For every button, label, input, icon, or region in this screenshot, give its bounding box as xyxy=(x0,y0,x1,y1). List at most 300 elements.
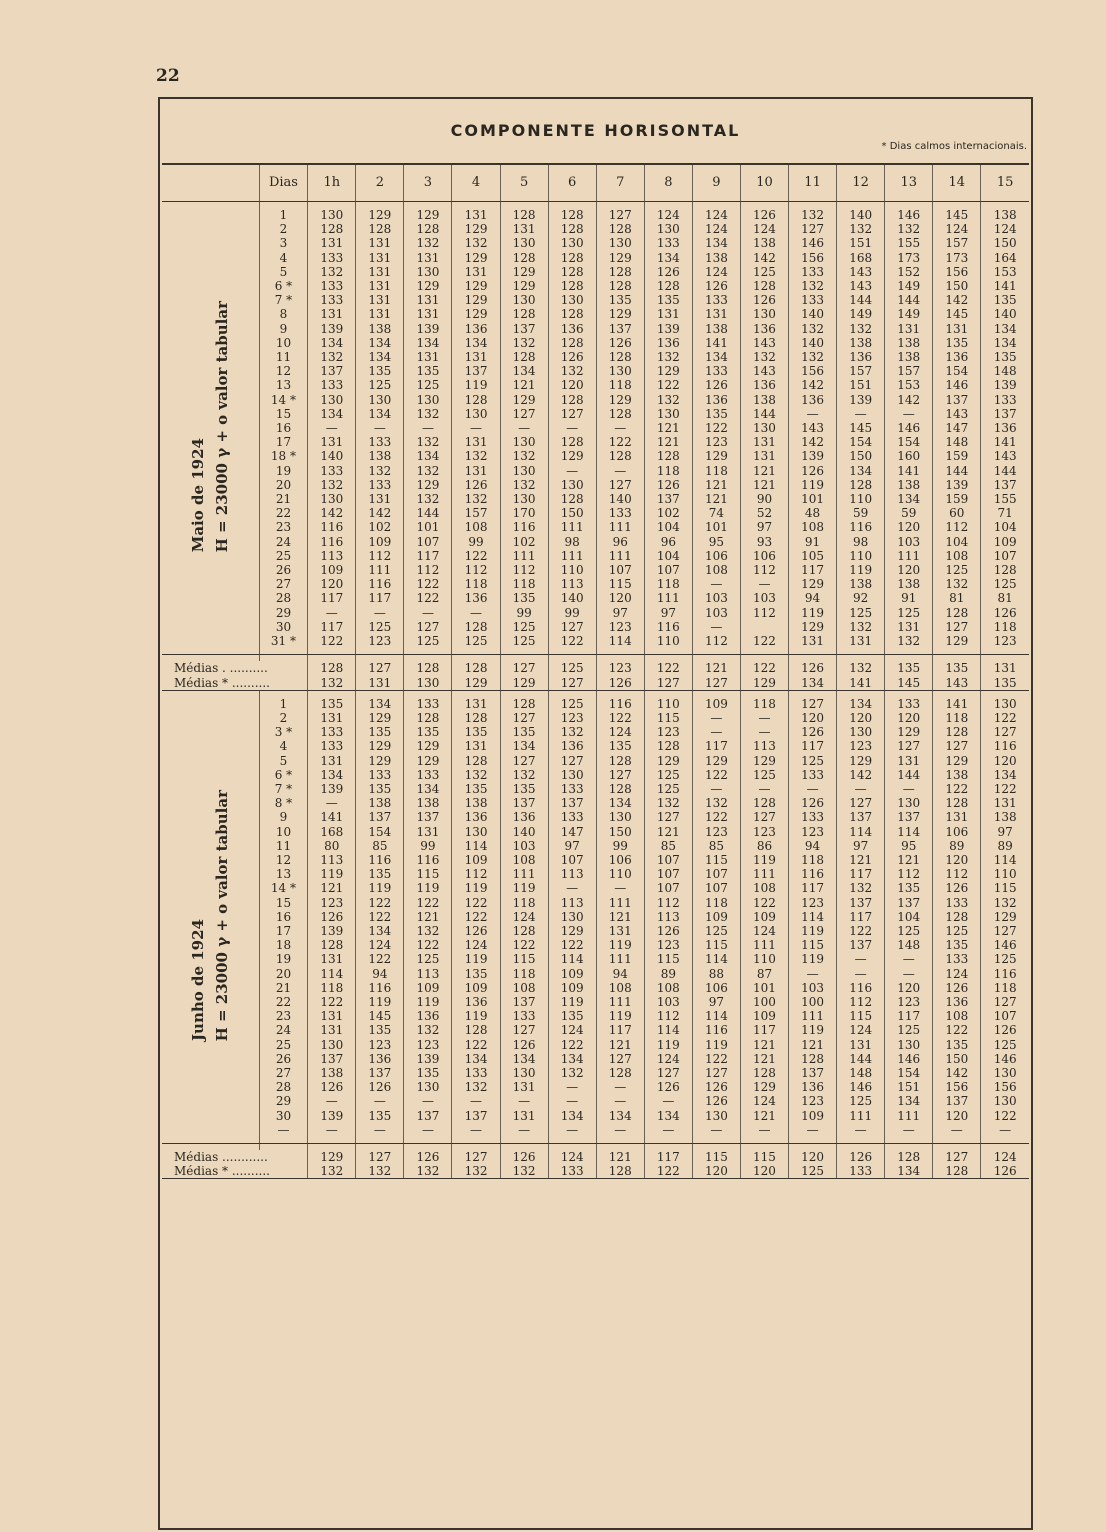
value-cell: 135 xyxy=(356,1023,404,1037)
day-cell: 19 xyxy=(259,952,308,966)
value-cell: 129 xyxy=(356,208,404,222)
value-cell: 119 xyxy=(644,1038,692,1052)
value-cell: 149 xyxy=(885,279,933,293)
value-cell: 132 xyxy=(404,435,452,449)
value-cell: 122 xyxy=(548,1038,596,1052)
value-cell: 125 xyxy=(500,620,548,634)
day-cell: 23 xyxy=(259,520,308,534)
day-cell: 11 xyxy=(259,839,308,853)
table-row xyxy=(162,421,1029,435)
value-cell: 156 xyxy=(981,1080,1029,1094)
calm-days-note: * Dias calmos internacionais. xyxy=(881,141,1027,152)
value-cell: 136 xyxy=(548,322,596,336)
value-cell: — xyxy=(356,606,404,620)
formula-label: H = 23000 γ + o valor tabular xyxy=(213,789,232,1041)
value-cell: 101 xyxy=(404,520,452,534)
value-cell: — xyxy=(404,421,452,435)
value-cell: 127 xyxy=(789,222,837,236)
value-cell: — xyxy=(308,796,356,810)
value-cell: 138 xyxy=(837,577,885,591)
value-cell: — xyxy=(548,1094,596,1108)
mean-value-cell: 132 xyxy=(308,676,356,691)
value-cell: 128 xyxy=(500,251,548,265)
table-row xyxy=(162,506,1029,520)
value-cell: 125 xyxy=(933,924,981,938)
value-cell: 101 xyxy=(789,492,837,506)
value-cell: 138 xyxy=(356,796,404,810)
value-cell: 119 xyxy=(452,1009,500,1023)
value-cell: — xyxy=(500,421,548,435)
value-cell: 137 xyxy=(404,810,452,824)
value-cell: 143 xyxy=(981,449,1029,463)
value-cell: 129 xyxy=(500,265,548,279)
value-cell: 127 xyxy=(548,754,596,768)
value-cell: 135 xyxy=(404,364,452,378)
value-cell: 124 xyxy=(692,265,740,279)
value-cell: 127 xyxy=(933,620,981,634)
value-cell: — xyxy=(885,1123,933,1137)
value-cell: 87 xyxy=(740,967,788,981)
value-cell: 138 xyxy=(885,577,933,591)
value-cell: 108 xyxy=(500,853,548,867)
value-cell: 137 xyxy=(981,478,1029,492)
value-cell: 117 xyxy=(356,591,404,605)
value-cell: 133 xyxy=(308,251,356,265)
value-cell: 112 xyxy=(404,563,452,577)
value-cell: 131 xyxy=(356,251,404,265)
value-cell: 126 xyxy=(644,265,692,279)
value-cell: 129 xyxy=(356,739,404,753)
value-cell: 144 xyxy=(885,293,933,307)
table-row xyxy=(162,711,1029,725)
value-cell: 127 xyxy=(981,725,1029,739)
value-cell: 131 xyxy=(500,222,548,236)
mean-value-cell: 123 xyxy=(596,661,644,675)
value-cell: 122 xyxy=(356,896,404,910)
value-cell: 115 xyxy=(837,1009,885,1023)
value-cell: 132 xyxy=(789,208,837,222)
value-cell: 128 xyxy=(404,711,452,725)
value-cell: 122 xyxy=(692,810,740,824)
value-cell: 155 xyxy=(981,492,1029,506)
day-cell: 17 xyxy=(259,924,308,938)
value-cell: 139 xyxy=(308,782,356,796)
value-cell: 125 xyxy=(789,754,837,768)
value-cell: 131 xyxy=(308,754,356,768)
value-cell: 107 xyxy=(692,881,740,895)
value-cell: 121 xyxy=(596,910,644,924)
value-cell: 137 xyxy=(596,322,644,336)
day-cell: 30 xyxy=(259,1109,308,1123)
day-cell: 1 xyxy=(259,697,308,711)
value-cell: 107 xyxy=(981,549,1029,563)
value-cell: 134 xyxy=(452,1052,500,1066)
value-cell: 114 xyxy=(789,910,837,924)
value-cell: 138 xyxy=(404,796,452,810)
mean-value-cell: 126 xyxy=(837,1150,885,1164)
value-cell: 118 xyxy=(500,967,548,981)
value-cell: 131 xyxy=(452,350,500,364)
value-cell: 99 xyxy=(452,535,500,549)
value-cell: — xyxy=(692,620,740,634)
value-cell: 131 xyxy=(933,322,981,336)
value-cell: 150 xyxy=(548,506,596,520)
value-cell: 96 xyxy=(596,535,644,549)
value-cell: 129 xyxy=(452,307,500,321)
value-cell: 115 xyxy=(596,577,644,591)
value-cell: 106 xyxy=(692,981,740,995)
hour-header: 9 xyxy=(692,164,740,202)
value-cell: 130 xyxy=(308,393,356,407)
value-cell: 119 xyxy=(596,938,644,952)
value-cell: 127 xyxy=(933,739,981,753)
value-cell: 138 xyxy=(356,449,404,463)
value-cell: 122 xyxy=(356,952,404,966)
value-cell: 132 xyxy=(644,350,692,364)
value-cell: — xyxy=(933,1123,981,1137)
table-row xyxy=(162,535,1029,549)
value-cell: 131 xyxy=(452,464,500,478)
value-cell: 115 xyxy=(500,952,548,966)
value-cell: 133 xyxy=(789,265,837,279)
table-row xyxy=(162,549,1029,563)
value-cell: 124 xyxy=(692,208,740,222)
value-cell: — xyxy=(789,407,837,421)
value-cell: 123 xyxy=(789,896,837,910)
value-cell: 122 xyxy=(692,421,740,435)
value-cell: 117 xyxy=(789,881,837,895)
value-cell: — xyxy=(596,1080,644,1094)
value-cell: 150 xyxy=(837,449,885,463)
mean-value-cell: 133 xyxy=(548,1164,596,1179)
value-cell: 155 xyxy=(885,236,933,250)
value-cell: 134 xyxy=(981,322,1029,336)
value-cell: 145 xyxy=(933,307,981,321)
value-cell: 116 xyxy=(308,520,356,534)
hour-header: 13 xyxy=(885,164,933,202)
value-cell: 117 xyxy=(308,620,356,634)
value-cell: 109 xyxy=(452,853,500,867)
value-cell: 132 xyxy=(692,796,740,810)
value-cell: 137 xyxy=(644,492,692,506)
table-row xyxy=(162,492,1029,506)
day-cell: 31 * xyxy=(259,634,308,648)
value-cell: 116 xyxy=(356,853,404,867)
value-cell: 128 xyxy=(452,1023,500,1037)
value-cell: 133 xyxy=(789,810,837,824)
value-cell: 135 xyxy=(356,867,404,881)
value-cell: 121 xyxy=(500,378,548,392)
value-cell: 148 xyxy=(933,435,981,449)
value-cell: 130 xyxy=(548,910,596,924)
value-cell: 119 xyxy=(789,952,837,966)
value-cell: 125 xyxy=(356,620,404,634)
value-cell: 143 xyxy=(933,407,981,421)
value-cell: 133 xyxy=(308,293,356,307)
value-cell: — xyxy=(452,1123,500,1137)
value-cell: 118 xyxy=(789,853,837,867)
value-cell: 121 xyxy=(837,853,885,867)
value-cell: 85 xyxy=(644,839,692,853)
value-cell: — xyxy=(452,606,500,620)
value-cell: 100 xyxy=(789,995,837,1009)
value-cell: 137 xyxy=(548,796,596,810)
value-cell: 133 xyxy=(789,768,837,782)
value-cell: 134 xyxy=(404,449,452,463)
value-cell: 133 xyxy=(404,697,452,711)
means-row xyxy=(162,1150,1029,1164)
value-cell: 133 xyxy=(692,364,740,378)
value-cell: 124 xyxy=(740,1094,788,1108)
value-cell: 111 xyxy=(885,1109,933,1123)
value-cell: 132 xyxy=(452,768,500,782)
mean-value-cell: 126 xyxy=(404,1150,452,1164)
value-cell: 127 xyxy=(596,768,644,782)
day-cell: 23 xyxy=(259,1009,308,1023)
value-cell: 137 xyxy=(452,1109,500,1123)
value-cell: 131 xyxy=(404,293,452,307)
value-cell: 136 xyxy=(981,421,1029,435)
value-cell: 135 xyxy=(981,293,1029,307)
value-cell: 150 xyxy=(596,825,644,839)
value-cell: 130 xyxy=(500,293,548,307)
value-cell: 130 xyxy=(740,421,788,435)
value-cell: 128 xyxy=(933,725,981,739)
value-cell: 140 xyxy=(789,336,837,350)
value-cell: — xyxy=(740,577,788,591)
value-cell: 138 xyxy=(356,322,404,336)
value-cell: 138 xyxy=(981,208,1029,222)
value-cell: 107 xyxy=(644,867,692,881)
value-cell: 133 xyxy=(596,506,644,520)
value-cell: 130 xyxy=(308,208,356,222)
value-cell: 119 xyxy=(452,952,500,966)
value-cell: 108 xyxy=(933,1009,981,1023)
value-cell: 133 xyxy=(356,768,404,782)
value-cell: 125 xyxy=(837,1094,885,1108)
value-cell: 123 xyxy=(308,896,356,910)
value-cell: 111 xyxy=(596,520,644,534)
value-cell: 111 xyxy=(356,563,404,577)
value-cell: 111 xyxy=(500,867,548,881)
value-cell: — xyxy=(596,464,644,478)
value-cell: 130 xyxy=(644,222,692,236)
value-cell: 138 xyxy=(837,336,885,350)
value-cell: 59 xyxy=(885,506,933,520)
mean-value-cell: 132 xyxy=(452,1164,500,1179)
value-cell: 126 xyxy=(548,350,596,364)
value-cell: 103 xyxy=(644,995,692,1009)
mean-value-cell: 120 xyxy=(789,1150,837,1164)
value-cell: 117 xyxy=(404,549,452,563)
value-cell: 105 xyxy=(789,549,837,563)
value-cell: — xyxy=(789,782,837,796)
value-cell: — xyxy=(500,1123,548,1137)
value-cell: 117 xyxy=(692,739,740,753)
day-cell: — xyxy=(259,1123,308,1137)
value-cell: 139 xyxy=(981,378,1029,392)
value-cell: 130 xyxy=(548,236,596,250)
day-cell: 27 xyxy=(259,1066,308,1080)
value-cell: 129 xyxy=(981,910,1029,924)
value-cell: 136 xyxy=(452,995,500,1009)
value-cell: 129 xyxy=(644,754,692,768)
value-cell: 116 xyxy=(692,1023,740,1037)
value-cell: 114 xyxy=(644,1023,692,1037)
value-cell: 133 xyxy=(308,378,356,392)
value-cell: 133 xyxy=(933,952,981,966)
value-cell: 110 xyxy=(548,563,596,577)
value-cell: 146 xyxy=(837,1080,885,1094)
value-cell: 109 xyxy=(692,910,740,924)
day-cell: 9 xyxy=(259,322,308,336)
value-cell: 120 xyxy=(308,577,356,591)
value-cell: 100 xyxy=(740,995,788,1009)
value-cell: 128 xyxy=(548,393,596,407)
table-row xyxy=(162,1009,1029,1023)
table-row xyxy=(162,938,1029,952)
value-cell: 110 xyxy=(596,867,644,881)
value-cell: 132 xyxy=(404,236,452,250)
value-cell: 122 xyxy=(548,938,596,952)
value-cell: 118 xyxy=(500,896,548,910)
value-cell: 132 xyxy=(500,768,548,782)
table-row xyxy=(162,478,1029,492)
value-cell: 109 xyxy=(789,1109,837,1123)
value-cell: 117 xyxy=(789,739,837,753)
value-cell: 144 xyxy=(837,1052,885,1066)
mean-value-cell: 128 xyxy=(404,661,452,675)
value-cell: 128 xyxy=(452,754,500,768)
value-cell: 130 xyxy=(500,492,548,506)
value-cell: 109 xyxy=(981,535,1029,549)
value-cell: — xyxy=(404,1123,452,1137)
value-cell: 131 xyxy=(404,251,452,265)
value-cell: — xyxy=(885,782,933,796)
value-cell: 130 xyxy=(404,393,452,407)
value-cell: — xyxy=(548,1080,596,1094)
value-cell: 112 xyxy=(933,520,981,534)
value-cell: 132 xyxy=(837,222,885,236)
value-cell: 131 xyxy=(356,492,404,506)
mean-value-cell: 145 xyxy=(885,676,933,691)
value-cell: 146 xyxy=(933,378,981,392)
day-cell: 29 xyxy=(259,1094,308,1108)
table-row xyxy=(162,967,1029,981)
value-cell: 129 xyxy=(356,754,404,768)
value-cell: 138 xyxy=(933,768,981,782)
day-cell: 8 xyxy=(259,307,308,321)
value-cell: 129 xyxy=(740,1080,788,1094)
value-cell: 142 xyxy=(789,378,837,392)
value-cell: 121 xyxy=(740,1052,788,1066)
value-cell: 131 xyxy=(885,754,933,768)
value-cell: 124 xyxy=(644,208,692,222)
value-cell: 130 xyxy=(356,393,404,407)
value-cell: 135 xyxy=(644,293,692,307)
value-cell: 121 xyxy=(740,464,788,478)
value-cell: 133 xyxy=(308,464,356,478)
value-cell: 136 xyxy=(644,336,692,350)
value-cell: 111 xyxy=(740,938,788,952)
value-cell: 137 xyxy=(500,322,548,336)
value-cell: 131 xyxy=(404,825,452,839)
value-cell: 130 xyxy=(644,407,692,421)
value-cell: 131 xyxy=(356,279,404,293)
value-cell: 126 xyxy=(500,1038,548,1052)
value-cell: 123 xyxy=(644,938,692,952)
value-cell: 94 xyxy=(789,839,837,853)
value-cell: 115 xyxy=(404,867,452,881)
value-cell: 119 xyxy=(789,606,837,620)
table-row xyxy=(162,378,1029,392)
value-cell: 135 xyxy=(356,1109,404,1123)
value-cell: 128 xyxy=(500,697,548,711)
value-cell: 128 xyxy=(789,1052,837,1066)
value-cell: 116 xyxy=(789,867,837,881)
table-row xyxy=(162,981,1029,995)
value-cell: 111 xyxy=(596,549,644,563)
value-cell: 168 xyxy=(308,825,356,839)
value-cell: 123 xyxy=(981,634,1029,648)
value-cell: 131 xyxy=(789,634,837,648)
value-cell: 131 xyxy=(356,307,404,321)
hour-header: 4 xyxy=(452,164,500,202)
day-cell: 15 xyxy=(259,407,308,421)
value-cell: 81 xyxy=(933,591,981,605)
value-cell: 151 xyxy=(885,1080,933,1094)
value-cell: 137 xyxy=(837,896,885,910)
value-cell: 134 xyxy=(596,1109,644,1123)
value-cell: 137 xyxy=(308,1052,356,1066)
value-cell: 116 xyxy=(644,620,692,634)
value-cell: 154 xyxy=(885,1066,933,1080)
value-cell: 114 xyxy=(452,839,500,853)
value-cell: 104 xyxy=(885,910,933,924)
value-cell: 135 xyxy=(500,782,548,796)
value-cell: — xyxy=(740,782,788,796)
value-cell: 129 xyxy=(452,279,500,293)
value-cell: 103 xyxy=(789,981,837,995)
value-cell: 130 xyxy=(692,1109,740,1123)
value-cell: 128 xyxy=(837,478,885,492)
value-cell: 132 xyxy=(500,478,548,492)
value-cell: — xyxy=(596,881,644,895)
value-cell: 151 xyxy=(837,236,885,250)
value-cell: 130 xyxy=(452,825,500,839)
value-cell: 148 xyxy=(837,1066,885,1080)
mean-value-cell: 121 xyxy=(692,661,740,675)
value-cell: 132 xyxy=(452,449,500,463)
value-cell: 112 xyxy=(452,867,500,881)
value-cell: 60 xyxy=(933,506,981,520)
day-cell: 12 xyxy=(259,853,308,867)
value-cell: 137 xyxy=(356,1066,404,1080)
value-cell: — xyxy=(692,782,740,796)
value-cell: 135 xyxy=(452,967,500,981)
value-cell: 129 xyxy=(789,620,837,634)
table-row xyxy=(162,1038,1029,1052)
value-cell: — xyxy=(837,407,885,421)
value-cell: 122 xyxy=(404,896,452,910)
value-cell: 122 xyxy=(548,634,596,648)
value-cell: 85 xyxy=(692,839,740,853)
value-cell: 136 xyxy=(789,1080,837,1094)
header-row xyxy=(162,164,1029,202)
value-cell: 128 xyxy=(548,251,596,265)
value-cell: 157 xyxy=(452,506,500,520)
value-cell: 134 xyxy=(356,697,404,711)
